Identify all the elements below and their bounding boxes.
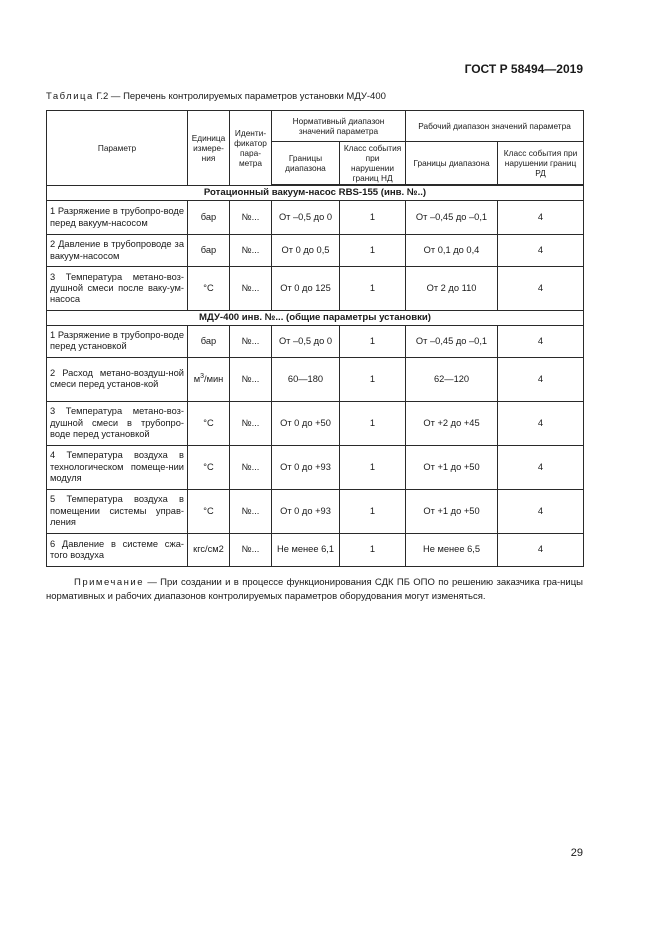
table-row [47, 533, 584, 566]
id-cell: №... [230, 325, 272, 357]
nd-class-cell: 1 [340, 445, 406, 489]
rd-class-cell: 4 [498, 201, 584, 235]
unit-superscript: 3 [200, 373, 204, 381]
param-cell: 2 Расход метано-воздуш-ной смеси перед установ-кой [47, 357, 188, 401]
id-cell: №... [230, 357, 272, 401]
param-cell: 5 Температура воздуха в помещении системы управ-ления [47, 489, 188, 533]
rd-class-cell: 4 [498, 325, 584, 357]
table-caption-text: Г.2 — Перечень контролируемых параметров установки МДУ-400 [93, 91, 386, 102]
nd-bounds-cell: От –0,5 до 0 [272, 201, 340, 235]
header-unit: Единица измере-ния [188, 111, 230, 186]
nd-bounds-cell: От 0 до 125 [272, 267, 340, 311]
header-normative-range: Нормативный диапазон значений параметра [272, 111, 406, 142]
header-rd-bounds: Границы диапазона [406, 142, 498, 186]
rd-class-cell: 4 [498, 357, 584, 401]
table-row [47, 325, 584, 357]
id-cell: №... [230, 401, 272, 445]
section-title: Ротационный вакуум-насос RBS-155 (инв. №..) [47, 185, 584, 200]
unit-tail: /мин [204, 374, 224, 385]
nd-class-cell: 1 [340, 325, 406, 357]
param-cell: 6 Давление в системе сжа-того воздуха [47, 533, 188, 566]
header-rd-event-class: Класс события при нарушении границ РД [498, 142, 584, 186]
nd-bounds-cell: От 0 до +93 [272, 489, 340, 533]
nd-bounds-cell: От 0 до +93 [272, 445, 340, 489]
rd-class-cell: 4 [498, 267, 584, 311]
header-nd-bounds: Границы диапазона [272, 142, 340, 186]
param-cell: 1 Разряжение в трубопро-воде перед установкой [47, 325, 188, 357]
header-parameter: Параметр [47, 111, 188, 186]
nd-class-cell: 1 [340, 357, 406, 401]
table-row [47, 489, 584, 533]
rd-class-cell: 4 [498, 235, 584, 267]
table-row [47, 235, 584, 267]
id-cell: №... [230, 201, 272, 235]
rd-class-cell: 4 [498, 533, 584, 566]
page-number: 29 [570, 847, 583, 859]
table-row [47, 201, 584, 235]
param-cell: 1 Разряжение в трубопро-воде перед вакуум-насосом [47, 201, 188, 235]
unit-cell: °С [188, 445, 230, 489]
nd-bounds-cell: От –0,5 до 0 [272, 325, 340, 357]
table-caption [46, 91, 386, 102]
header-identifier: Иденти-фикатор пара-метра [230, 111, 272, 186]
table-row [47, 267, 584, 311]
nd-class-cell: 1 [340, 267, 406, 311]
unit-cell: °С [188, 401, 230, 445]
nd-bounds-cell: От 0 до 0,5 [272, 235, 340, 267]
unit-cell: кгс/см2 [188, 533, 230, 566]
rd-bounds-cell: От 2 до 110 [406, 267, 498, 311]
rd-bounds-cell: От +1 до +50 [406, 445, 498, 489]
param-cell: 2 Давление в трубопроводе за вакуум-насосом [47, 235, 188, 267]
rd-class-cell: 4 [498, 401, 584, 445]
note-text: — При создании и в процессе функционирования СДК ПБ ОПО по решению заказчика гра-ницы нормативных и рабочих диапазонов контролируемых параметров оборудования могут изменяться. [46, 577, 583, 603]
unit-cell [188, 357, 230, 401]
rd-bounds-cell: От –0,45 до –0,1 [406, 325, 498, 357]
rd-bounds-cell: Не менее 6,5 [406, 533, 498, 566]
nd-class-cell: 1 [340, 489, 406, 533]
nd-bounds-cell: 60—180 [272, 357, 340, 401]
rd-class-cell: 4 [498, 489, 584, 533]
table-row [47, 357, 584, 401]
rd-bounds-cell: От –0,45 до –0,1 [406, 201, 498, 235]
parameters-table [46, 110, 584, 567]
unit-cell: бар [188, 201, 230, 235]
unit-cell: бар [188, 325, 230, 357]
table-row [47, 401, 584, 445]
param-cell: 4 Температура воздуха в технологическом помеще-нии модуля [47, 445, 188, 489]
id-cell: №... [230, 445, 272, 489]
nd-bounds-cell: От 0 до +50 [272, 401, 340, 445]
nd-class-cell: 1 [340, 235, 406, 267]
nd-class-cell: 1 [340, 401, 406, 445]
unit-cell: бар [188, 235, 230, 267]
rd-bounds-cell: От 0,1 до 0,4 [406, 235, 498, 267]
rd-bounds-cell: 62—120 [406, 357, 498, 401]
rd-bounds-cell: От +1 до +50 [406, 489, 498, 533]
nd-class-cell: 1 [340, 201, 406, 235]
header-nd-event-class: Класс события при нарушении границ НД [340, 142, 406, 186]
id-cell: №... [230, 235, 272, 267]
note-label: Примечание [74, 577, 144, 588]
header-working-range: Рабочий диапазон значений параметра [406, 111, 584, 142]
id-cell: №... [230, 489, 272, 533]
section-title: МДУ-400 инв. №... (общие параметры установки) [47, 311, 584, 326]
id-cell: №... [230, 533, 272, 566]
id-cell: №... [230, 267, 272, 311]
table-caption-label: Таблица [46, 91, 94, 102]
rd-class-cell: 4 [498, 445, 584, 489]
table-row [47, 445, 584, 489]
table-note [46, 576, 583, 605]
param-cell: 3 Температура метано-воз-душной смеси после ваку-ум-насоса [47, 267, 188, 311]
rd-bounds-cell: От +2 до +45 [406, 401, 498, 445]
nd-class-cell: 1 [340, 533, 406, 566]
unit-base: м [193, 374, 201, 385]
unit-cell: °С [188, 267, 230, 311]
standard-header: ГОСТ Р 58494—2019 [464, 62, 583, 76]
param-cell: 3 Температура метано-воз-душной смеси в трубопро-воде перед установкой [47, 401, 188, 445]
unit-cell: °С [188, 489, 230, 533]
nd-bounds-cell: Не менее 6,1 [272, 533, 340, 566]
